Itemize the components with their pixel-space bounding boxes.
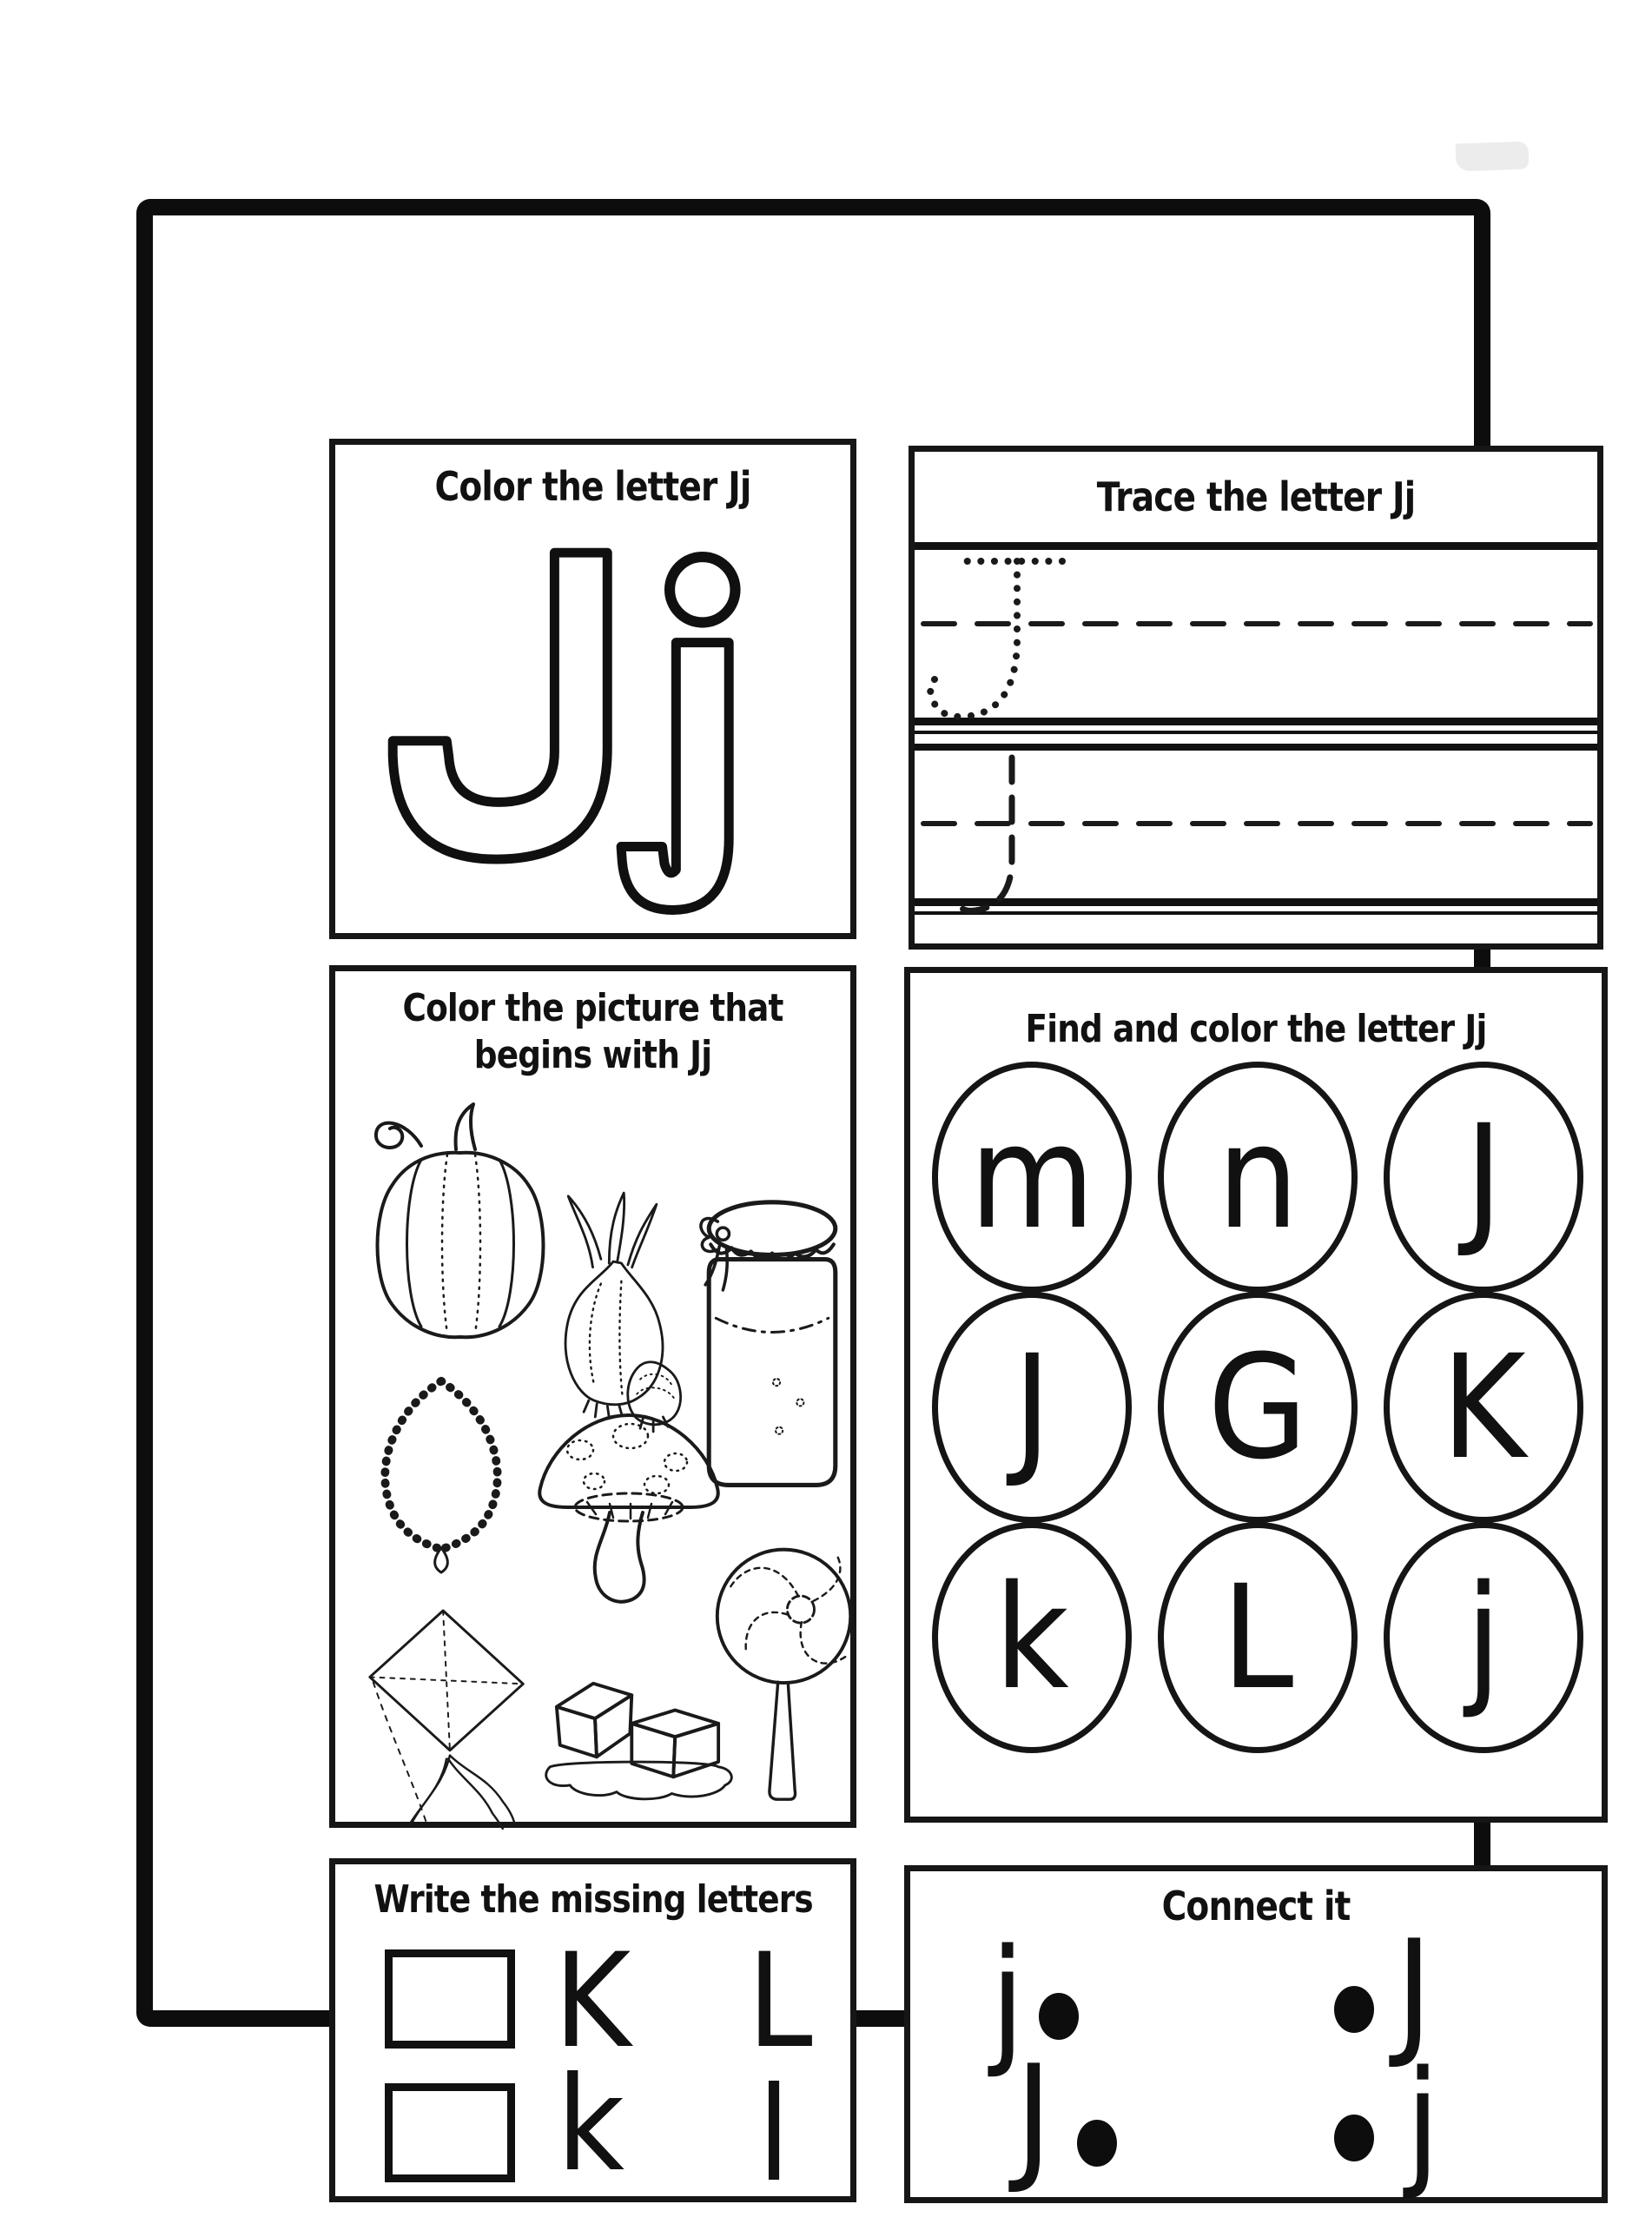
write-row1-letter3: L [747, 1926, 813, 2077]
bubble-letters-Jj[interactable] [383, 542, 800, 917]
connect-left-row1: j [989, 1918, 1026, 2081]
lollipop-drawing[interactable] [710, 1538, 858, 1805]
section-title-line2: begins with Jj [473, 1033, 712, 1077]
mushroom-drawing[interactable] [526, 1408, 730, 1630]
write-row1-letter2: K [553, 1926, 631, 2077]
bubble-letter-j [621, 643, 729, 910]
section-connect [904, 1865, 1608, 2203]
write-row2-letter2: k [556, 2049, 625, 2201]
letter-circle[interactable]: m [932, 1062, 1132, 1293]
section-color-letter [329, 439, 856, 939]
bubble-letter-J [393, 553, 607, 859]
section-title: Write the missing letters [373, 1877, 813, 1922]
connect-dot[interactable] [1334, 2115, 1374, 2161]
garlic-drawing[interactable] [544, 1188, 683, 1436]
letter-circle[interactable]: K [1384, 1292, 1583, 1523]
connect-dot[interactable] [1077, 2120, 1117, 2167]
section-title: Connect it [1161, 1883, 1351, 1929]
letter-circle[interactable]: J [1384, 1062, 1583, 1293]
missing-letter-box-row1[interactable] [385, 1949, 515, 2049]
trace-letter-J-dotted [930, 561, 1062, 717]
connect-dot[interactable] [1039, 1993, 1079, 2040]
section-trace [909, 446, 1603, 950]
trace-letter-j-dashed [955, 758, 1012, 910]
connect-dot[interactable] [1334, 1986, 1374, 2033]
worksheet-frame [136, 199, 1526, 2211]
connect-left-row2: J [1014, 2035, 1053, 2197]
section-title: Color the letter Jj [434, 463, 751, 510]
section-title: Trace the letter Jj [1096, 473, 1416, 520]
letter-circle[interactable]: k [932, 1522, 1132, 1753]
necklace-drawing[interactable] [360, 1371, 523, 1575]
letter-circle[interactable]: L [1158, 1522, 1358, 1753]
section-color-picture [329, 965, 856, 1828]
section-title: Find and color the letter Jj [1025, 1007, 1487, 1051]
letter-circle[interactable]: j [1384, 1522, 1583, 1753]
section-write-missing [329, 1858, 856, 2211]
section-title-line1: Color the picture that [402, 986, 783, 1030]
letter-circle[interactable]: J [932, 1292, 1132, 1523]
section-find-color [904, 967, 1608, 1823]
missing-letter-box-row2[interactable] [385, 2083, 515, 2182]
connect-right-row2: j [1404, 2040, 1441, 2202]
write-row2-letter3: l [757, 2060, 790, 2211]
handwriting-lines[interactable] [915, 452, 1597, 943]
pumpkin-drawing[interactable] [360, 1095, 561, 1347]
connect-right-row1: J [1395, 1910, 1433, 2072]
scan-artifact [1455, 142, 1529, 172]
letter-circle[interactable]: G [1158, 1292, 1358, 1523]
letter-circle[interactable]: n [1158, 1062, 1358, 1293]
bubble-letter-j-dot [670, 557, 735, 622]
